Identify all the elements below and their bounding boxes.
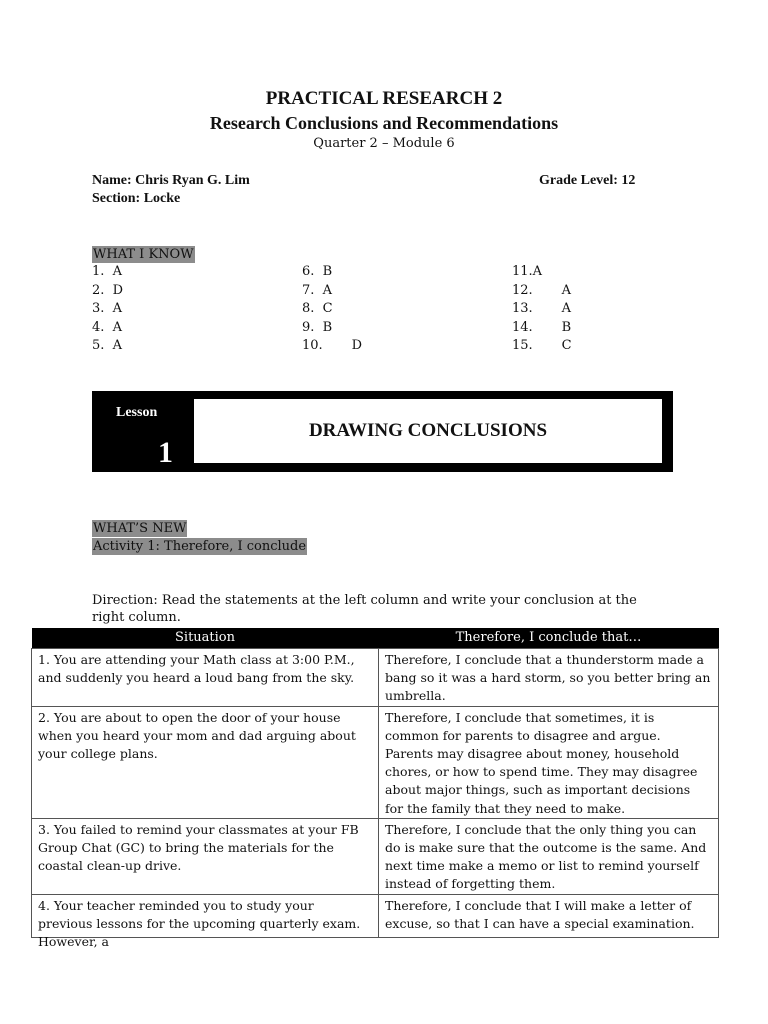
table-row <box>32 706 719 818</box>
answers-column-2 <box>302 263 362 356</box>
conclusion-cell: Therefore, I conclude that sometimes, it is common for parents to disagree and argue. Parents may disagree about money, household chores, or how to spend time. They may disagree about major things, such as important decisions for the family that they need to make. <box>379 706 719 818</box>
lesson-label: Lesson <box>116 405 158 420</box>
answer-item: 4. A <box>92 319 123 335</box>
answer-item: 6. B <box>302 264 333 279</box>
table-row <box>32 894 719 937</box>
answer-item: 3. A <box>92 301 123 316</box>
situation-cell: 2. You are about to open the door of your house when you heard your mom and dad arguing about your college plans. <box>32 706 379 818</box>
answer-item: 7. A <box>302 282 333 298</box>
student-section: Section: Locke <box>92 191 181 206</box>
table-header-row <box>32 628 719 649</box>
conclusion-text: Therefore, I conclude that I will make a letter of excuse, so that I can have a special examination. <box>385 897 695 931</box>
answers-column-1 <box>92 263 123 356</box>
header-conclusion: Therefore, I conclude that… <box>379 628 719 649</box>
answer-item: 2. D <box>92 282 124 298</box>
what-i-know-heading: WHAT I KNOW <box>93 247 194 262</box>
whats-new-heading: WHAT’S NEW <box>93 521 187 536</box>
student-name: Name: Chris Ryan G. Lim <box>92 173 250 188</box>
answer-item: 14. B <box>512 319 572 335</box>
header-situation: Situation <box>32 628 379 649</box>
answer-item: 12. A <box>512 282 571 298</box>
answer-item: 11.A <box>512 264 543 279</box>
conclusion-table <box>31 628 719 950</box>
quarter-module-label: Quarter 2 – Module 6 <box>313 136 455 151</box>
situation-cell: 3. You failed to remind your classmates at your FB Group Chat (GC) to bring the materials for the coastal clean-up drive. <box>32 818 379 894</box>
conclusion-cell <box>379 894 719 937</box>
situation-cell <box>32 894 379 950</box>
conclusion-cell: Therefore, I conclude that a thunderstorm made a bang so it was a hard storm, so you better bring an umbrella. <box>379 649 719 707</box>
lesson-title: DRAWING CONCLUSIONS <box>194 399 662 463</box>
answer-item: 5. A <box>92 338 123 353</box>
table-row <box>32 818 719 894</box>
answer-item: 9. B <box>302 319 333 335</box>
document-subtitle: Research Conclusions and Recommendations <box>209 113 559 133</box>
answer-item: 8. C <box>302 301 333 316</box>
table-row <box>32 649 719 707</box>
answer-item: 13. A <box>512 301 571 316</box>
conclusion-cell: Therefore, I conclude that the only thing you can do is make sure that the outcome is the same. And next time make a memo or list to remind yourself instead of forgetting them. <box>379 818 719 894</box>
lesson-number: 1 <box>158 436 173 469</box>
grade-level: Grade Level: 12 <box>539 173 636 188</box>
document-title: PRACTICAL RESEARCH 2 <box>265 88 503 109</box>
situation-cell: 1. You are attending your Math class at 3:00 P.M., and suddenly you heard a loud bang from the sky. <box>32 649 379 707</box>
direction-text: Direction: Read the statements at the left column and write your conclusion at the right column. <box>92 593 637 625</box>
situation-text: 4. Your teacher reminded you to study your previous lessons for the upcoming quarterly exam. However, a <box>38 897 361 950</box>
activity-title: Activity 1: Therefore, I conclude <box>93 539 307 554</box>
answer-item: 10. D <box>302 338 363 353</box>
answer-item: 1. A <box>92 264 123 279</box>
answers-column-3 <box>512 263 572 356</box>
answer-item: 15. C <box>512 338 572 353</box>
